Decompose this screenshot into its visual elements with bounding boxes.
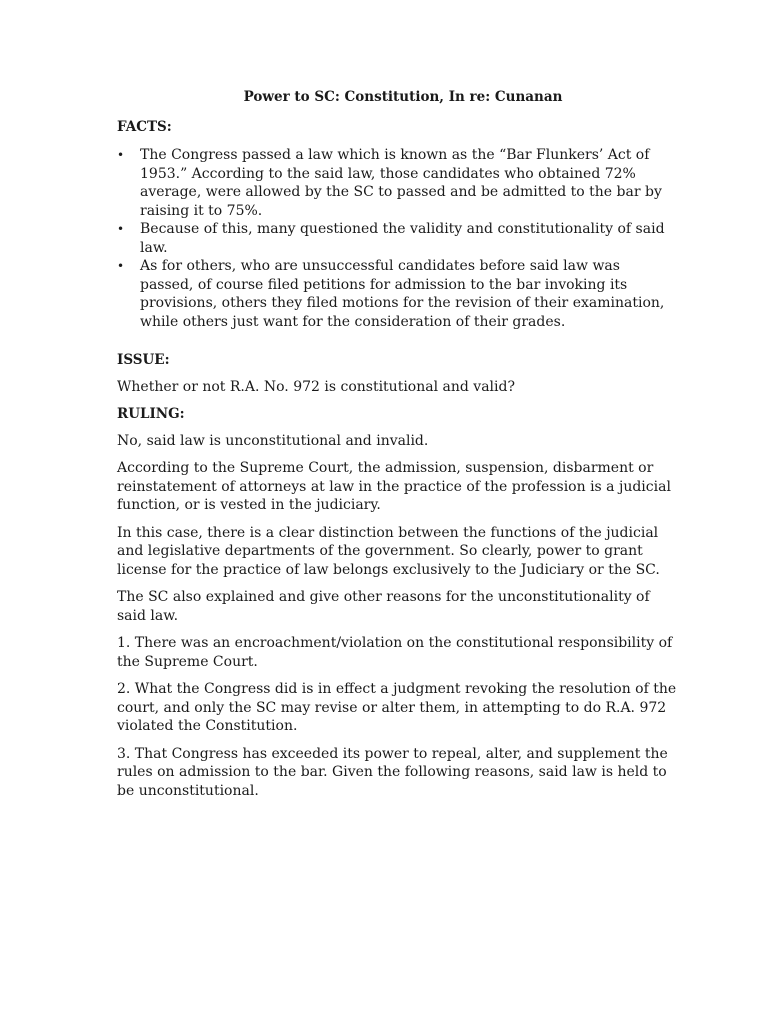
fact-text: The Congress passed a law which is known as the “Bar Flunkers’ Act of 1953.” According to the said law, those candidates who obtained 72% average, were allowed by the SC to passed and be admitted to the bar by raising it to 75%. — [140, 147, 662, 219]
list-item — [117, 220, 677, 257]
facts-list — [117, 146, 677, 331]
bullet-icon: • — [117, 148, 125, 162]
ruling-reason-3: 3. That Congress has exceeded its power to repeal, alter, and supplement the rules on admission to the bar. Given the following reasons, said law is held to be unconstitutional. — [117, 745, 668, 799]
issue-heading: ISSUE: — [117, 352, 170, 368]
list-item — [117, 257, 677, 331]
bullet-icon: • — [117, 222, 125, 236]
fact-text: As for others, who are unsuccessful candidates before said law was passed, of course filed petitions for admission to the bar invoking its provisions, others they filed motions for the revision of their examination, while others just want for the consideration of their grades. — [140, 258, 665, 330]
ruling-heading: RULING: — [117, 406, 185, 422]
ruling-paragraph: According to the Supreme Court, the admission, suspension, disbarment or reinstatement of attorneys at law in the practice of the profession is a judicial function, or is vested in the judiciary. — [117, 460, 671, 513]
document-title: Power to SC: Constitution, In re: Cunanan — [243, 89, 563, 105]
ruling-paragraph: The SC also explained and give other reasons for the unconstitutionality of said law. — [117, 589, 650, 624]
ruling-reason-1: 1. There was an encroachment/violation on the constitutional responsibility of the Supreme Court. — [117, 635, 673, 670]
document-page — [117, 88, 677, 809]
ruling-paragraph: No, said law is unconstitutional and invalid. — [117, 432, 429, 449]
ruling-reason-2: 2. What the Congress did is in effect a judgment revoking the resolution of the court, and only the SC may revise or alter them, in attempting to do R.A. 972 violated the Constitution. — [117, 681, 677, 734]
facts-heading: FACTS: — [117, 118, 172, 135]
ruling-paragraph: In this case, there is a clear distinction between the functions of the judicial and legislative departments of the government. So clearly, power to grant license for the practice of law belongs exclusively to the Judiciary or the SC. — [117, 524, 660, 578]
issue-text: Whether or not R.A. No. 972 is constitutional and valid? — [117, 378, 515, 395]
list-item — [117, 146, 677, 220]
bullet-icon: • — [117, 259, 125, 273]
fact-text: Because of this, many questioned the validity and constitutionality of said law. — [140, 221, 665, 256]
